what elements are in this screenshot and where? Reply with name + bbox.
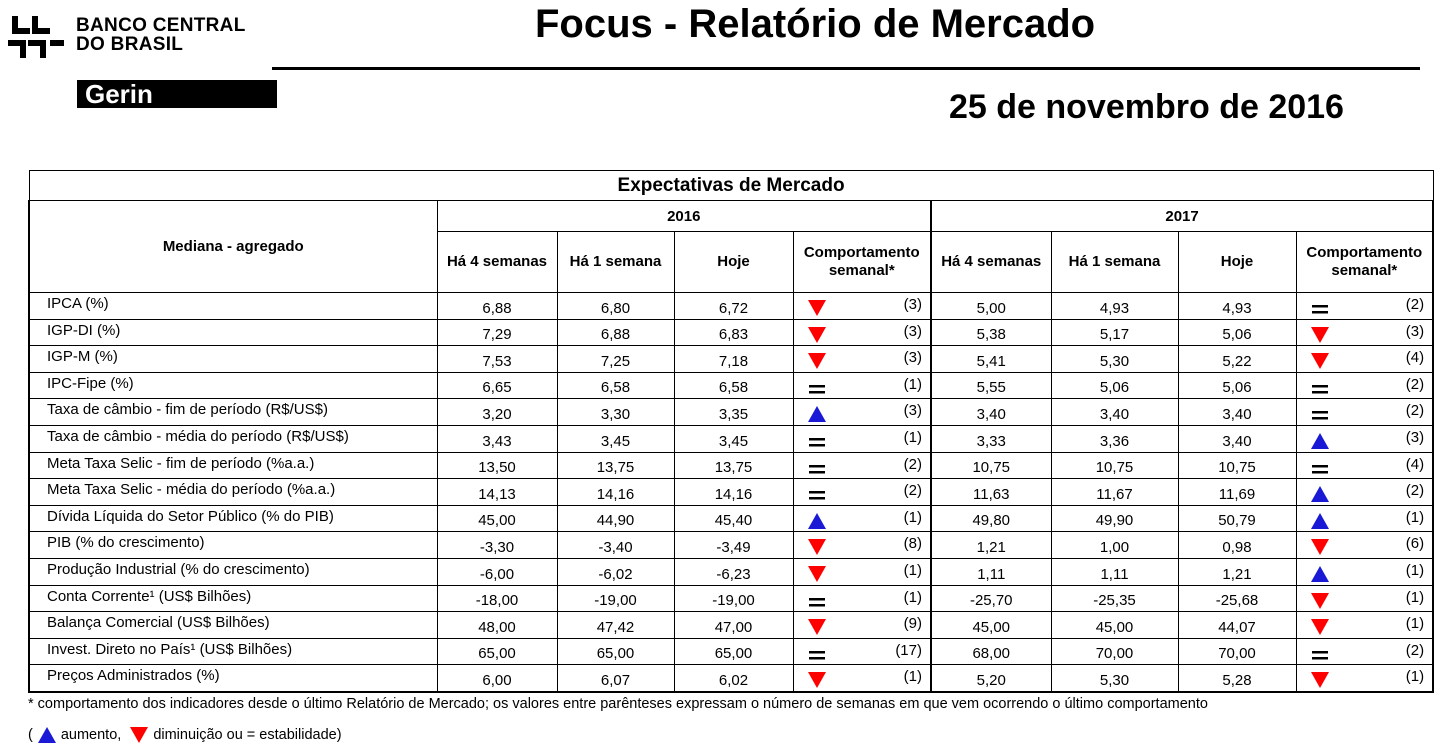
equals-icon [807, 459, 827, 477]
value-cell: 11,69 [1178, 479, 1296, 506]
triangle-down-icon [1310, 352, 1330, 370]
col-header-today: Hoje [674, 232, 793, 293]
value-cell: 6,02 [674, 665, 793, 692]
legend-open: ( [28, 727, 33, 743]
value-cell: 44,07 [1178, 612, 1296, 639]
value-cell: 6,58 [557, 372, 674, 399]
value-cell: 7,18 [674, 346, 793, 373]
behavior-cell [1296, 293, 1433, 320]
col-header-1-week: Há 1 semana [1051, 232, 1178, 293]
value-cell: 3,35 [674, 399, 793, 426]
indicator-label: Conta Corrente¹ (US$ Bilhões) [29, 585, 437, 612]
bcb-logo-mark-icon [6, 14, 66, 62]
value-cell: 47,42 [557, 612, 674, 639]
triangle-down-icon [807, 671, 827, 689]
weeks-count: (1) [903, 561, 922, 579]
behavior-cell [1296, 558, 1433, 585]
indicator-label: IPCA (%) [29, 293, 437, 320]
value-cell: 0,98 [1178, 532, 1296, 559]
value-cell: 48,00 [437, 612, 557, 639]
table-row [29, 399, 1433, 426]
value-cell: 13,50 [437, 452, 557, 479]
value-cell: 3,33 [931, 425, 1051, 452]
value-cell: 45,40 [674, 505, 793, 532]
equals-icon [807, 645, 827, 663]
value-cell: 68,00 [931, 638, 1051, 665]
bcb-logo [6, 8, 276, 109]
indicator-label: Dívida Líquida do Setor Público (% do PIB) [29, 505, 437, 532]
behavior-cell [793, 532, 931, 559]
behavior-cell [793, 505, 931, 532]
triangle-up-icon [807, 405, 827, 423]
behavior-cell [793, 372, 931, 399]
value-cell: -19,00 [557, 585, 674, 612]
table-body [29, 293, 1433, 692]
value-cell: 11,67 [1051, 479, 1178, 506]
value-cell: 6,58 [674, 372, 793, 399]
weeks-count: (3) [903, 296, 922, 313]
value-cell: 10,75 [1178, 452, 1296, 479]
behavior-cell [793, 558, 931, 585]
triangle-down-icon [1310, 671, 1330, 689]
behavior-cell [793, 293, 931, 320]
value-cell: 5,55 [931, 372, 1051, 399]
weeks-count: (6) [1405, 535, 1425, 553]
triangle-down-icon [1310, 618, 1330, 636]
value-cell: 6,88 [557, 319, 674, 346]
value-cell: 3,40 [931, 399, 1051, 426]
behavior-cell [1296, 399, 1433, 426]
table-row [29, 346, 1433, 373]
behavior-cell [793, 638, 931, 665]
weeks-count: (4) [1405, 455, 1425, 473]
department-badge: Gerin [77, 80, 277, 108]
behavior-cell [793, 399, 931, 426]
value-cell: 45,00 [931, 612, 1051, 639]
behavior-cell [793, 319, 931, 346]
footnote: * comportamento dos indicadores desde o último Relatório de Mercado; os valores entre parênteses expressam o número de semanas em que vem ocorrendo o último comportamento [28, 696, 1208, 712]
weeks-count: (3) [1405, 322, 1425, 340]
value-cell: -25,70 [931, 585, 1051, 612]
legend-down-label: diminuição ou = estabilidade) [153, 727, 342, 743]
col-header-4-weeks: Há 4 semanas [437, 232, 557, 293]
indicator-label: IPC-Fipe (%) [29, 372, 437, 399]
value-cell: -25,68 [1178, 585, 1296, 612]
value-cell: 47,00 [674, 612, 793, 639]
indicator-label: Taxa de câmbio - fim de período (R$/US$) [29, 399, 437, 426]
value-cell: 5,20 [931, 665, 1051, 692]
logo-text [76, 16, 246, 54]
behavior-cell [793, 346, 931, 373]
behavior-cell [1296, 585, 1433, 612]
page-title: Focus - Relatório de Mercado [535, 2, 1096, 46]
year-2016-header: 2016 [437, 201, 931, 232]
triangle-up-icon [1310, 512, 1330, 530]
value-cell: -3,30 [437, 532, 557, 559]
triangle-up-icon [1310, 565, 1330, 583]
weeks-count: (1) [1405, 561, 1425, 579]
value-cell: 44,90 [557, 505, 674, 532]
table-row [29, 612, 1433, 639]
weeks-count: (1) [903, 588, 922, 606]
value-cell: 50,79 [1178, 505, 1296, 532]
value-cell: 5,06 [1178, 372, 1296, 399]
value-cell: 6,00 [437, 665, 557, 692]
behavior-cell [1296, 505, 1433, 532]
value-cell: 6,72 [674, 293, 793, 320]
value-cell: -25,35 [1051, 585, 1178, 612]
value-cell: 7,29 [437, 319, 557, 346]
value-cell: 49,80 [931, 505, 1051, 532]
triangle-up-icon [37, 726, 57, 744]
table-caption: Expectativas de Mercado [29, 171, 1433, 201]
value-cell: 5,38 [931, 319, 1051, 346]
weeks-count: (2) [1405, 641, 1425, 659]
row-header: Mediana - agregado [29, 201, 437, 293]
weeks-count: (1) [1405, 668, 1425, 686]
value-cell: 6,83 [674, 319, 793, 346]
value-cell: 5,22 [1178, 346, 1296, 373]
behavior-cell [793, 612, 931, 639]
table-row [29, 665, 1433, 692]
value-cell: 1,21 [931, 532, 1051, 559]
triangle-down-icon [807, 299, 827, 317]
weeks-count: (1) [903, 668, 922, 686]
value-cell: 3,45 [557, 425, 674, 452]
value-cell: -6,02 [557, 558, 674, 585]
equals-icon [1310, 299, 1330, 317]
weeks-count: (3) [903, 349, 922, 367]
value-cell: 70,00 [1051, 638, 1178, 665]
weeks-count: (2) [903, 482, 922, 500]
behavior-cell [793, 585, 931, 612]
triangle-down-icon [129, 726, 149, 744]
table-row [29, 319, 1433, 346]
value-cell: 4,93 [1178, 293, 1296, 320]
expectations-table [28, 170, 1434, 693]
value-cell: 10,75 [1051, 452, 1178, 479]
indicator-label: Invest. Direto no País¹ (US$ Bilhões) [29, 638, 437, 665]
triangle-up-icon [807, 512, 827, 530]
value-cell: 5,00 [931, 293, 1051, 320]
weeks-count: (1) [1405, 508, 1425, 526]
table-row [29, 479, 1433, 506]
value-cell: 5,06 [1178, 319, 1296, 346]
weeks-count: (1) [1405, 615, 1425, 633]
equals-icon [807, 592, 827, 610]
indicator-label: IGP-DI (%) [29, 319, 437, 346]
triangle-down-icon [807, 565, 827, 583]
weeks-count: (8) [903, 535, 922, 553]
col-header-today: Hoje [1178, 232, 1296, 293]
value-cell: -3,40 [557, 532, 674, 559]
value-cell: 3,20 [437, 399, 557, 426]
equals-icon [807, 379, 827, 397]
equals-icon [1310, 405, 1330, 423]
behavior-cell [1296, 372, 1433, 399]
value-cell: 14,16 [557, 479, 674, 506]
value-cell: 3,40 [1178, 425, 1296, 452]
table-row [29, 425, 1433, 452]
col-header-4-weeks: Há 4 semanas [931, 232, 1051, 293]
value-cell: 3,36 [1051, 425, 1178, 452]
triangle-down-icon [807, 618, 827, 636]
weeks-count: (2) [1405, 402, 1425, 420]
table-row [29, 452, 1433, 479]
behavior-cell [793, 665, 931, 692]
value-cell: -18,00 [437, 585, 557, 612]
year-2017-header: 2017 [931, 201, 1433, 232]
legend [28, 724, 342, 746]
equals-icon [807, 432, 827, 450]
value-cell: 6,80 [557, 293, 674, 320]
value-cell: -6,00 [437, 558, 557, 585]
table-row [29, 532, 1433, 559]
weeks-count: (3) [1405, 428, 1425, 446]
weeks-count: (9) [903, 615, 922, 633]
weeks-count: (2) [903, 455, 922, 473]
value-cell: 5,06 [1051, 372, 1178, 399]
value-cell: 5,30 [1051, 346, 1178, 373]
col-header-behavior: Comportamento semanal* [793, 232, 931, 293]
weeks-count: (3) [903, 402, 922, 420]
behavior-cell [1296, 638, 1433, 665]
value-cell: 65,00 [437, 638, 557, 665]
value-cell: 5,41 [931, 346, 1051, 373]
value-cell: 6,07 [557, 665, 674, 692]
triangle-down-icon [807, 326, 827, 344]
behavior-cell [1296, 665, 1433, 692]
value-cell: 7,25 [557, 346, 674, 373]
indicator-label: IGP-M (%) [29, 346, 437, 373]
indicator-label: Produção Industrial (% do crescimento) [29, 558, 437, 585]
value-cell: 6,88 [437, 293, 557, 320]
value-cell: 10,75 [931, 452, 1051, 479]
value-cell: 65,00 [557, 638, 674, 665]
table-row [29, 585, 1433, 612]
col-header-behavior: Comportamento semanal* [1296, 232, 1433, 293]
equals-icon [1310, 459, 1330, 477]
triangle-up-icon [1310, 432, 1330, 450]
value-cell: 6,65 [437, 372, 557, 399]
weeks-count: (1) [1405, 588, 1425, 606]
value-cell: 70,00 [1178, 638, 1296, 665]
table-row [29, 505, 1433, 532]
weeks-count: (1) [903, 428, 922, 446]
value-cell: 14,13 [437, 479, 557, 506]
indicator-label: Taxa de câmbio - média do período (R$/US$) [29, 425, 437, 452]
value-cell: 1,00 [1051, 532, 1178, 559]
value-cell: 49,90 [1051, 505, 1178, 532]
equals-icon [1310, 379, 1330, 397]
triangle-down-icon [807, 538, 827, 556]
value-cell: -6,23 [674, 558, 793, 585]
table-row [29, 372, 1433, 399]
triangle-down-icon [1310, 326, 1330, 344]
value-cell: 5,30 [1051, 665, 1178, 692]
value-cell: 3,40 [1178, 399, 1296, 426]
triangle-down-icon [1310, 592, 1330, 610]
value-cell: 1,11 [931, 558, 1051, 585]
indicator-label: Preços Administrados (%) [29, 665, 437, 692]
report-date: 25 de novembro de 2016 [949, 88, 1344, 126]
behavior-cell [1296, 425, 1433, 452]
legend-up-label: aumento, [60, 727, 122, 743]
value-cell: 45,00 [1051, 612, 1178, 639]
value-cell: 7,53 [437, 346, 557, 373]
weeks-count: (2) [1405, 482, 1425, 500]
behavior-cell [1296, 532, 1433, 559]
indicator-label: Meta Taxa Selic - média do período (%a.a.) [29, 479, 437, 506]
behavior-cell [1296, 479, 1433, 506]
indicator-label: Meta Taxa Selic - fim de período (%a.a.) [29, 452, 437, 479]
value-cell: 3,45 [674, 425, 793, 452]
value-cell: 1,11 [1051, 558, 1178, 585]
behavior-cell [1296, 612, 1433, 639]
value-cell: 13,75 [557, 452, 674, 479]
value-cell: 3,40 [1051, 399, 1178, 426]
col-header-1-week: Há 1 semana [557, 232, 674, 293]
triangle-up-icon [1310, 485, 1330, 503]
value-cell: 5,17 [1051, 319, 1178, 346]
behavior-cell [1296, 346, 1433, 373]
value-cell: 14,16 [674, 479, 793, 506]
title-divider [272, 67, 1420, 70]
value-cell: -3,49 [674, 532, 793, 559]
indicator-label: PIB (% do crescimento) [29, 532, 437, 559]
behavior-cell [793, 425, 931, 452]
indicator-label: Balança Comercial (US$ Bilhões) [29, 612, 437, 639]
value-cell: 5,28 [1178, 665, 1296, 692]
weeks-count: (4) [1405, 349, 1425, 367]
value-cell: 65,00 [674, 638, 793, 665]
value-cell: 1,21 [1178, 558, 1296, 585]
table-row [29, 638, 1433, 665]
value-cell: 45,00 [437, 505, 557, 532]
table-row [29, 558, 1433, 585]
value-cell: 13,75 [674, 452, 793, 479]
weeks-count: (2) [1405, 296, 1425, 313]
logo-line-1: BANCO CENTRAL [76, 15, 246, 36]
logo-line-2: DO BRASIL [76, 34, 184, 55]
weeks-count: (17) [895, 641, 922, 659]
weeks-count: (1) [903, 375, 922, 393]
behavior-cell [793, 452, 931, 479]
value-cell: 11,63 [931, 479, 1051, 506]
weeks-count: (1) [903, 508, 922, 526]
value-cell: 3,30 [557, 399, 674, 426]
behavior-cell [1296, 319, 1433, 346]
value-cell: 4,93 [1051, 293, 1178, 320]
equals-icon [1310, 645, 1330, 663]
triangle-down-icon [807, 352, 827, 370]
triangle-down-icon [1310, 538, 1330, 556]
weeks-count: (2) [1405, 375, 1425, 393]
equals-icon [807, 485, 827, 503]
behavior-cell [793, 479, 931, 506]
value-cell: 3,43 [437, 425, 557, 452]
table-row [29, 293, 1433, 320]
behavior-cell [1296, 452, 1433, 479]
weeks-count: (3) [903, 322, 922, 340]
value-cell: -19,00 [674, 585, 793, 612]
